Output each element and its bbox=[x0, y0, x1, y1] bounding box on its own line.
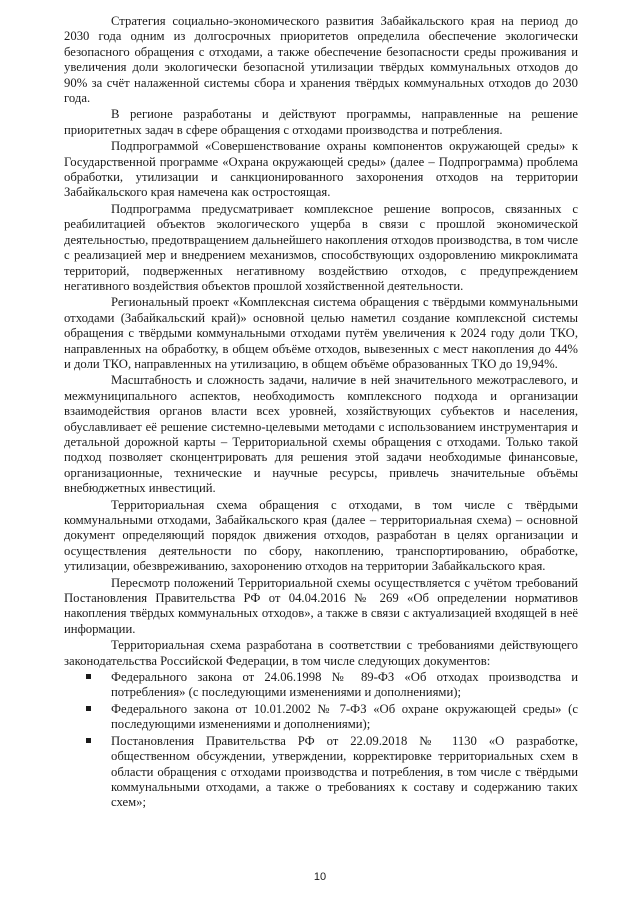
paragraph-scale: Масштабность и сложность задачи, наличие в ней значительного межотраслевого, и межмуниципального аспектов, необходимость комплексного подхода и организации взаимодействия органов власти всех уровней, хозяйствующих субъектов и населения, обуславливает её решение системно-целевыми методами с использованием инструментария и детальной дорожной карты – Территориальной схемы обращения с отходами. Только такой подход позволяет сконцентрировать для решения этой задачи необходимые финансовые, организационные, технические и научные ресурсы, привлечь значительные объёмы внебюджетных инвестиций. bbox=[64, 373, 578, 496]
square-bullet-icon bbox=[86, 738, 91, 743]
legislation-list bbox=[64, 670, 578, 811]
square-bullet-icon bbox=[86, 706, 91, 711]
list-item-text: Федерального закона от 10.01.2002 № 7-ФЗ «Об охране окружающей среды» (с последующими изменениями и дополнениями); bbox=[111, 701, 578, 732]
list-item bbox=[64, 670, 578, 701]
list-item-text: Постановления Правительства РФ от 22.09.2018 № 1130 «О разработке, общественном обсуждении, утверждении, корректировке территориальных схем в области обращения с отходами производства и потребления, в том числе с твёрдыми коммунальными отходами, а также о требованиях к составу и содержанию таких схем»; bbox=[111, 733, 578, 810]
list-item-text: Федерального закона от 24.06.1998 № 89-ФЗ «Об отходах производства и потребления» (с последующими изменениями и дополнениями); bbox=[111, 670, 578, 700]
paragraph-programs: В регионе разработаны и действуют программы, направленные на решение приоритетных задач в сфере обращения с отходами производства и потребления. bbox=[64, 107, 578, 137]
list-item bbox=[64, 702, 578, 733]
list-item bbox=[64, 734, 578, 811]
paragraph-territorial-scheme: Территориальная схема обращения с отходами, в том числе с твёрдыми коммунальными отходами, Забайкальского края (далее – территориальная схема) – основной документ определяющий порядок движения отходов, разработан в целях организации и осуществления деятельности по сбору, накоплению, транспортированию, обработке, утилизации, обезвреживанию, захоронению отходов на территории Забайкальского края. bbox=[64, 497, 578, 574]
document-page bbox=[64, 14, 578, 811]
paragraph-subprogram-details: Подпрограмма предусматривает комплексное решение вопросов, связанных с реабилитацией объектов экологического ущерба в связи с прошлой экономической деятельностью, предотвращением дальнейшего накопления отходов производства, в том числе с реализацией мер и внедрением механизмов, способствующих оздоровлению микроклимата территорий, подверженных негативному воздействию отходов, с предупреждением негативного воздействия объектов прошлой хозяйственной деятельности. bbox=[64, 201, 578, 293]
page-number: 10 bbox=[313, 871, 327, 883]
paragraph-revision: Пересмотр положений Территориальной схемы осуществляется с учётом требований Постановления Правительства РФ от 04.04.2016 № 269 «Об определении нормативов накопления твёрдых коммунальных отходов», а также в связи с актуализацией входящей в неё информации. bbox=[64, 575, 578, 636]
paragraph-legislation: Территориальная схема разработана в соответствии с требованиями действующего законодательства Российской Федерации, в том числе следующих документов: bbox=[64, 638, 578, 668]
paragraph-subprogram: Подпрограммой «Совершенствование охраны компонентов окружающей среды» к Государственной программе «Охрана окружающей среды» (далее – Подпрограмма) проблема обработки, утилизации и санкционированного захоронения отходов на территории Забайкальского края намечена как остростоящая. bbox=[64, 139, 578, 200]
paragraph-regional-project: Региональный проект «Комплексная система обращения с твёрдыми коммунальными отходами (Забайкальский край)» основной целью наметил создание комплексной системы обращения с твёрдыми коммунальными отходами путём увеличения к 2024 году доли ТКО, направленных на обработку, в общем объёме отходов, вывезенных с мест накопления до 44% и доли ТКО, направленных на утилизацию, в общем объёме образованных ТКО до 19,94%. bbox=[64, 295, 578, 371]
paragraph-strategy: Стратегия социально-экономического развития Забайкальского края на период до 2030 года одним из долгосрочных приоритетов определила обеспечение экологически безопасного обращения с отходами, а также обеспечение безопасности среды проживания и увеличения доли экологически безопасной утилизации твёрдых коммунальных отходов до 90% за счёт налаженной системы сбора и хранения твёрдых коммунальных отходов до 2030 года. bbox=[64, 14, 578, 106]
square-bullet-icon bbox=[86, 674, 91, 679]
